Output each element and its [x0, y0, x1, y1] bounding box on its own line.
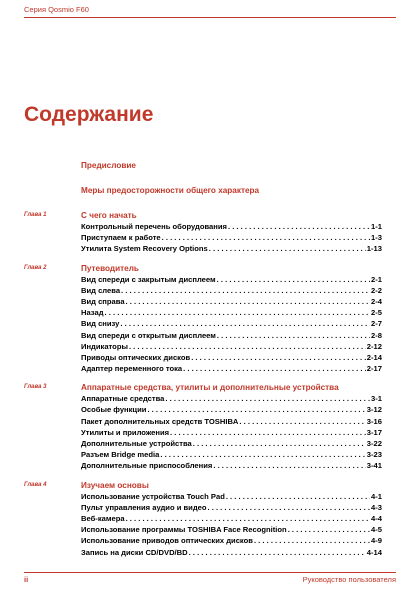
page-title: Содержание: [24, 103, 154, 126]
toc-section-link[interactable]: Предисловие: [81, 161, 136, 170]
dot-leader: [226, 491, 370, 502]
entry-title: Вид спереди с закрытым дисплеем: [81, 274, 216, 284]
entry-title: Использование устройства Touch Pad: [81, 491, 225, 501]
toc-entry[interactable]: [24, 341, 382, 352]
entry-title: Адаптер переменного тока: [81, 364, 183, 374]
dot-leader: [217, 274, 370, 285]
entry-title: Использование приводов оптических дисков: [81, 536, 253, 546]
entry-page: 3-17: [366, 427, 382, 437]
chapter-gap: [24, 374, 382, 381]
chapter-label: Глава 3: [24, 384, 47, 391]
dot-leader: [288, 524, 370, 535]
toc-entry[interactable]: [24, 274, 382, 285]
chapter-heading[interactable]: [24, 262, 382, 274]
chapter-heading[interactable]: [24, 209, 382, 221]
toc-entry[interactable]: [24, 404, 382, 415]
toc-entry[interactable]: [24, 427, 382, 438]
entry-page: 3-41: [366, 461, 382, 471]
toc-entry[interactable]: [24, 232, 382, 243]
toc-entry[interactable]: [24, 460, 382, 471]
dot-leader: [239, 416, 365, 427]
toc-entry[interactable]: [24, 502, 382, 513]
dot-leader: [105, 307, 370, 318]
toc-entry[interactable]: [24, 296, 382, 307]
dot-leader: [228, 221, 370, 232]
entry-page: 3-22: [366, 439, 382, 448]
entry-page: 2-7: [371, 319, 382, 329]
dot-leader: [183, 363, 366, 374]
dot-leader: [160, 449, 365, 460]
chapter-label: Глава 2: [24, 264, 47, 271]
chapter-heading[interactable]: [24, 381, 382, 393]
entry-title: Разъем Bridge media: [81, 450, 160, 460]
entry-title: Дополнительные устройства: [81, 439, 192, 448]
toc-entry[interactable]: [24, 352, 382, 363]
entry-page: 2-17: [366, 364, 382, 374]
entry-title: Запись на диски CD/DVD/BD: [81, 547, 188, 557]
dot-leader: [126, 296, 370, 307]
dot-leader: [208, 502, 371, 513]
dot-leader: [162, 232, 370, 243]
toc-entry[interactable]: [24, 363, 382, 374]
page-number: ii: [24, 575, 29, 584]
toc-entry[interactable]: [24, 318, 382, 329]
dot-leader: [121, 285, 370, 296]
entry-title: Особые функции: [81, 405, 147, 415]
toc-entry[interactable]: [24, 491, 382, 502]
entry-title: Индикаторы: [81, 341, 128, 351]
chapter-title: Путеводитель: [81, 263, 139, 273]
dot-leader: [129, 341, 366, 352]
table-of-contents: [24, 159, 382, 558]
entry-title: Дополнительные приспособления: [81, 461, 213, 471]
toc-section-link[interactable]: Меры предосторожности общего характера: [81, 186, 260, 195]
series-header: Серия Qosmio F60: [24, 5, 89, 14]
footer-rule: [24, 572, 396, 573]
entry-page: 3-12: [366, 405, 382, 415]
toc-entry[interactable]: [24, 285, 382, 296]
entry-page: 3-16: [366, 416, 382, 426]
entry-page: 4-14: [366, 547, 382, 557]
entry-title: Вид слева: [81, 285, 121, 295]
entry-title: Вид справа: [81, 296, 125, 306]
entry-page: 1-1: [371, 222, 382, 231]
toc-entry[interactable]: [24, 438, 382, 449]
entry-title: Назад: [81, 308, 104, 318]
toc-entry[interactable]: [24, 547, 382, 558]
chapter-gap: [24, 255, 382, 262]
entry-title: Аппаратные средства: [81, 394, 165, 404]
entry-page: 4-9: [371, 536, 382, 546]
entry-title: Утилиты и приложения: [81, 427, 170, 437]
dot-leader: [189, 547, 366, 558]
toc-entry[interactable]: [24, 535, 382, 546]
dot-leader: [126, 513, 370, 524]
toc-entry[interactable]: [24, 524, 382, 535]
entry-page: 4-3: [371, 502, 382, 512]
dot-leader: [217, 330, 370, 341]
dot-leader: [191, 352, 366, 363]
entry-title: Пакет дополнительных средств TOSHIBA: [81, 416, 239, 426]
toc-entry[interactable]: [24, 416, 382, 427]
entry-title: Использование программы TOSHIBA Face Recognition: [81, 525, 287, 535]
entry-title: Контрольный перечень оборудования: [81, 222, 227, 231]
entry-page: 2-12: [366, 341, 382, 351]
chapter-gap: [24, 472, 382, 479]
entry-page: 4-5: [371, 525, 382, 535]
toc-entry[interactable]: [24, 221, 382, 232]
entry-page: 4-4: [371, 513, 382, 523]
entry-page: 3-23: [366, 450, 382, 460]
entry-title: Вид снизу: [81, 319, 120, 329]
toc-entry[interactable]: [24, 243, 382, 254]
dot-leader: [193, 438, 366, 449]
entry-page: 2-2: [371, 285, 382, 295]
entry-page: 1-13: [366, 244, 382, 254]
toc-entry[interactable]: [24, 513, 382, 524]
entry-title: Приводы оптических дисков: [81, 352, 191, 362]
chapter-title: С чего начать: [81, 211, 137, 220]
entry-title: Приступаем к работе: [81, 233, 161, 243]
dot-leader: [165, 393, 370, 404]
entry-page: 2-1: [371, 274, 382, 284]
dot-leader: [170, 427, 366, 438]
dot-leader: [254, 535, 370, 546]
chapter-label: Глава 4: [24, 481, 47, 488]
entry-title: Веб-камера: [81, 513, 125, 523]
dot-leader: [147, 404, 365, 415]
entry-page: 2-5: [371, 308, 382, 318]
entry-page: 1-3: [371, 233, 382, 243]
entry-title: Утилита System Recovery Options: [81, 244, 208, 254]
entry-title: Вид спереди с открытым дисплеем: [81, 330, 216, 340]
chapter-title: Аппаратные средства, утилиты и дополнительные устройства: [81, 383, 339, 393]
dot-leader: [213, 460, 365, 471]
header-rule: [24, 17, 396, 18]
entry-page: 2-14: [366, 352, 382, 362]
manual-title: Руководство пользователя: [302, 575, 396, 584]
entry-page: 2-4: [371, 296, 382, 306]
chapter-title: Изучаем основы: [81, 480, 149, 490]
chapter-label: Глава 1: [24, 212, 47, 218]
entry-page: 2-8: [371, 330, 382, 340]
chapter-heading[interactable]: [24, 479, 382, 491]
entry-page: 4-1: [371, 491, 382, 501]
dot-leader: [120, 318, 370, 329]
toc-entry[interactable]: [24, 330, 382, 341]
toc-entry[interactable]: [24, 307, 382, 318]
toc-entry[interactable]: [24, 393, 382, 404]
dot-leader: [209, 243, 366, 254]
toc-entry[interactable]: [24, 449, 382, 460]
entry-title: Пульт управления аудио и видео: [81, 502, 207, 512]
entry-page: 3-1: [371, 394, 382, 404]
